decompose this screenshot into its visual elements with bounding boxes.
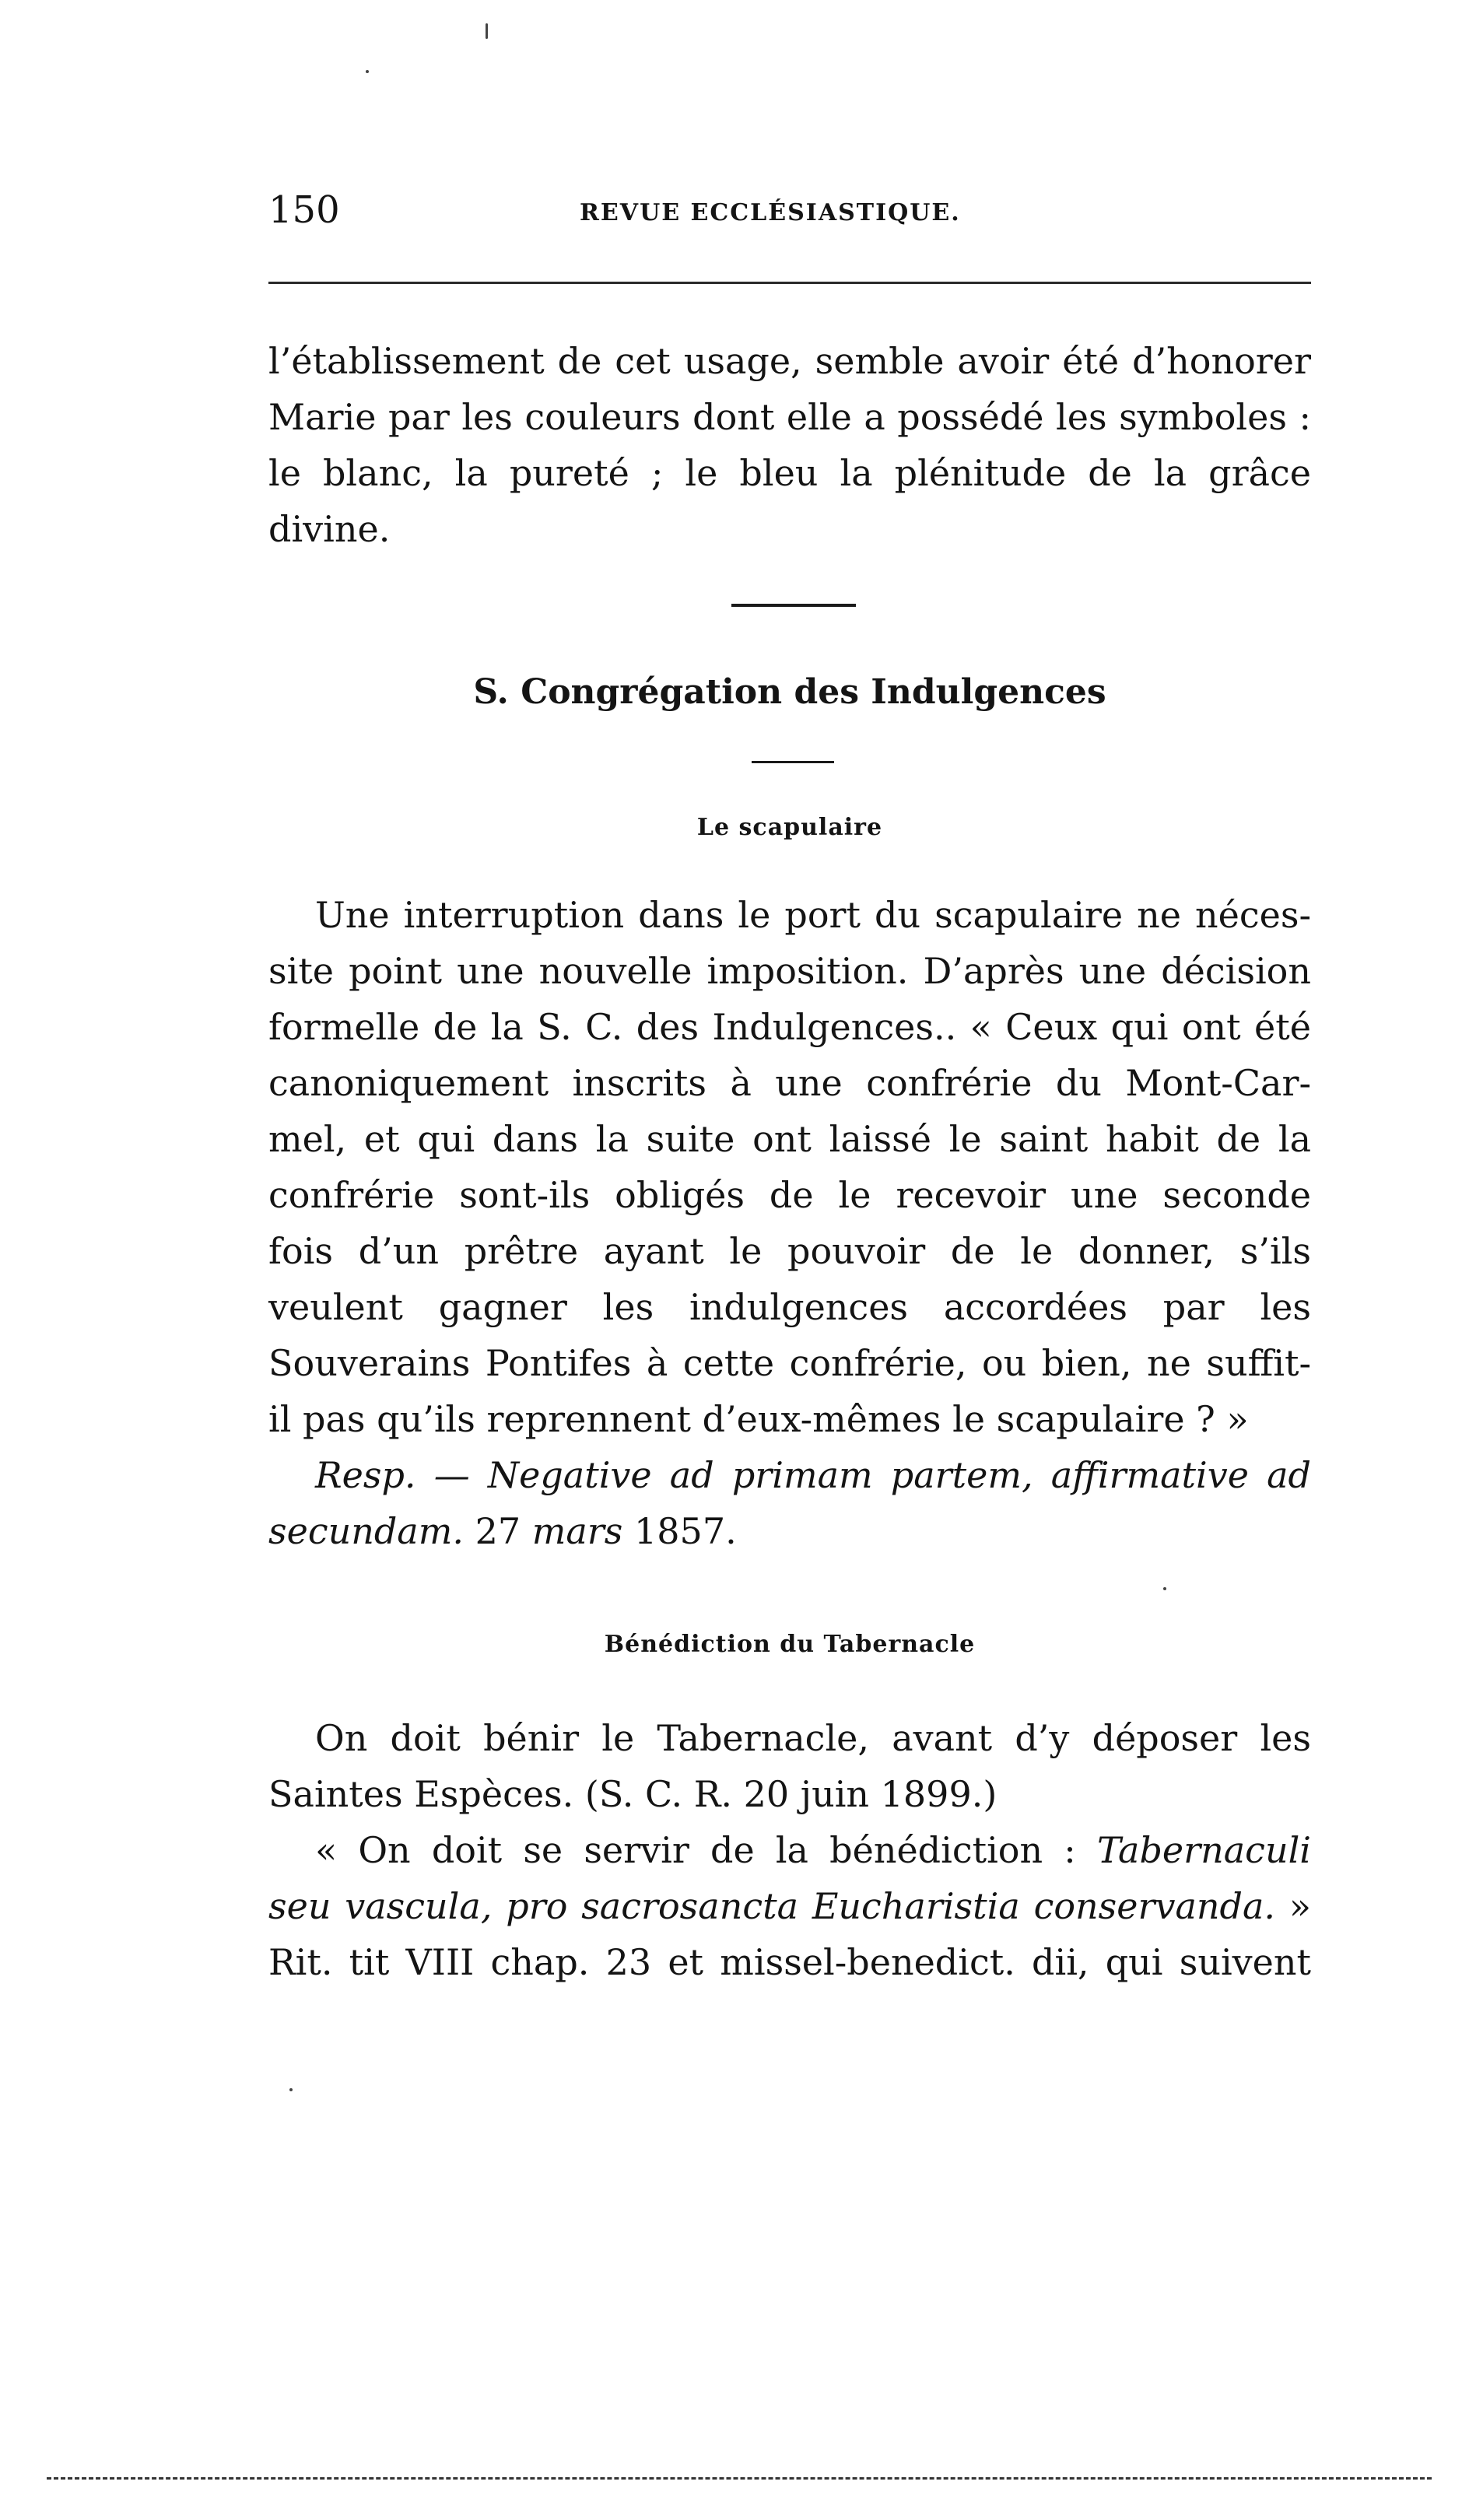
text-line: il pas qu’ils reprennent d’eux-mêmes le scapulaire ? » — [268, 1398, 1249, 1440]
response-text: secundam. — [268, 1510, 464, 1552]
text-line: Souverains Pontifes à cette confrérie, ou bien, ne suffit- — [268, 1342, 1311, 1384]
tabernacle-paragraph — [268, 1710, 1311, 1990]
tabernacle-title: Bénédiction du Tabernacle — [604, 1631, 976, 1658]
quote-italic: Tabernaculi — [1096, 1829, 1311, 1871]
title-divider — [752, 761, 834, 763]
text-line: veulent gagner les indulgences accordées par les — [268, 1286, 1311, 1328]
text-line: site point une nouvelle imposition. D’après une décision — [268, 950, 1311, 992]
section-divider — [731, 604, 856, 607]
text-line: divine. — [268, 508, 391, 550]
response-year: 1857. — [622, 1510, 737, 1552]
text-line: Marie par les couleurs dont elle a possédé les symboles : — [268, 396, 1311, 438]
response-day: 27 — [463, 1510, 532, 1552]
text-line: On doit bénir le Tabernacle, avant d’y déposer les — [315, 1717, 1311, 1759]
scan-speck — [486, 23, 488, 39]
intro-paragraph — [268, 333, 1311, 557]
scan-speck — [289, 2088, 293, 2091]
text-line: Saintes Espèces. (S. C. R. 20 juin 1899.) — [268, 1773, 997, 1815]
scapulaire-title: Le scapulaire — [696, 814, 883, 841]
quote-close: » — [1275, 1885, 1311, 1927]
scan-speck — [1163, 1587, 1166, 1590]
text-line: confrérie sont-ils obligés de le recevoir une seconde — [268, 1174, 1311, 1216]
page-header — [268, 188, 1311, 243]
text-line — [268, 1878, 1311, 1934]
response-line: Resp. — Negative ad primam partem, affirmative ad — [315, 1454, 1311, 1496]
page-number: 150 — [268, 188, 340, 232]
text-line: Une interruption dans le port du scapulaire ne néces- — [315, 894, 1311, 936]
quote-roman: « On doit se servir de la bénédiction : — [315, 1829, 1097, 1871]
scapulaire-paragraph — [268, 887, 1311, 1559]
page-edge-line — [47, 2477, 1432, 2480]
text-line: le blanc, la pureté ; le bleu la plénitude de la grâce — [268, 452, 1311, 494]
text-line — [268, 1822, 1311, 1878]
quote-italic: seu vascula, pro sacrosancta Eucharistia conservanda. — [268, 1885, 1276, 1927]
text-line: canoniquement inscrits à une confrérie du Mont-Car- — [268, 1062, 1311, 1104]
text-line: mel, et qui dans la suite ont laissé le saint habit de la — [268, 1118, 1311, 1160]
text-line: fois d’un prêtre ayant le pouvoir de le donner, s’ils — [268, 1230, 1311, 1272]
section-title: S. Congrégation des Indulgences — [473, 672, 1106, 712]
text-line: l’établissement de cet usage, semble avoir été d’honorer — [268, 340, 1311, 382]
text-line: formelle de la S. C. des Indulgences.. « Ceux qui ont été — [268, 1006, 1311, 1048]
text-line: Rit. tit VIII chap. 23 et missel-benedict. dii, qui suivent — [268, 1941, 1311, 1983]
response-month: mars — [531, 1510, 623, 1552]
response-date-line — [268, 1503, 1311, 1559]
scan-speck — [366, 70, 369, 73]
header-rule — [268, 282, 1311, 284]
running-title: REVUE ECCLÉSIASTIQUE. — [580, 199, 961, 226]
